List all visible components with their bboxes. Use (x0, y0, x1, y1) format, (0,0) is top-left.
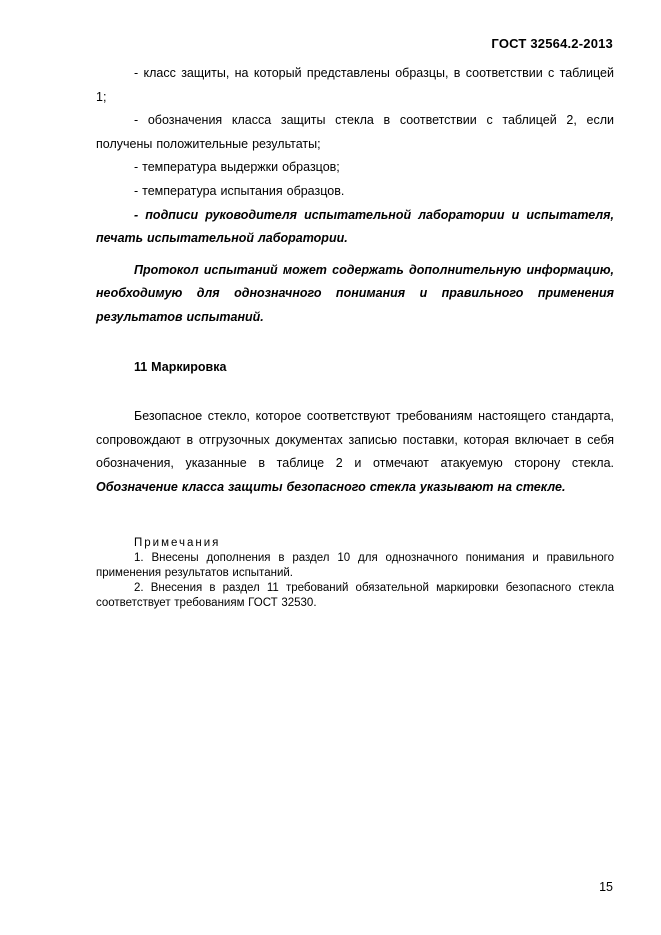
standard-code-header: ГОСТ 32564.2-2013 (491, 36, 613, 51)
marking-paragraph-emphasis: Обозначение класса защиты безопасного стекла указывают на стекле. (96, 479, 566, 494)
note-item-1: 1. Внесены дополнения в раздел 10 для однозначного понимания и правильного применения результатов испытаний. (96, 551, 614, 579)
document-body (96, 62, 614, 612)
page-number: 15 (599, 880, 613, 894)
marking-paragraph-text: Безопасное стекло, которое соответствуют требованиям настоящего стандарта, сопровождают в отгрузочных документах записью поставки, которая включает в себя обозначения, указанные в таблице 2 и отмечают атакуемую сторону стекла. (96, 409, 614, 471)
note-item-2: 2. Внесения в раздел 11 требований обязательной маркировки безопасного стекла соответствует требованиям ГОСТ 32530. (96, 582, 614, 610)
spacer (96, 500, 614, 522)
report-item-test-temperature: - температура испытания образцов. (134, 183, 345, 198)
spacer (96, 379, 614, 405)
protocol-note-paragraph: Протокол испытаний может содержать дополнительную информацию, необходимую для однозначного понимания и правильного применения результатов испытаний. (96, 262, 614, 324)
marking-paragraph (96, 405, 614, 499)
report-item-protection-class: - класс защиты, на который представлены образцы, в соответствии с таблицей 1; (96, 66, 614, 104)
spacer (96, 251, 614, 259)
report-item-signatures: - подписи руководителя испытательной лаборатории и испытателя, печать испытательной лаборатории. (96, 207, 614, 246)
report-item-glass-designation: - обозначения класса защиты стекла в соответствии с таблицей 2, если получены положительные результаты; (96, 113, 614, 151)
notes-title: Примечания (134, 536, 221, 549)
section-11-title: 11 Маркировка (134, 359, 227, 374)
report-item-holding-temperature: - температура выдержки образцов; (134, 160, 340, 175)
notes-block (96, 536, 614, 612)
spacer (96, 330, 614, 356)
